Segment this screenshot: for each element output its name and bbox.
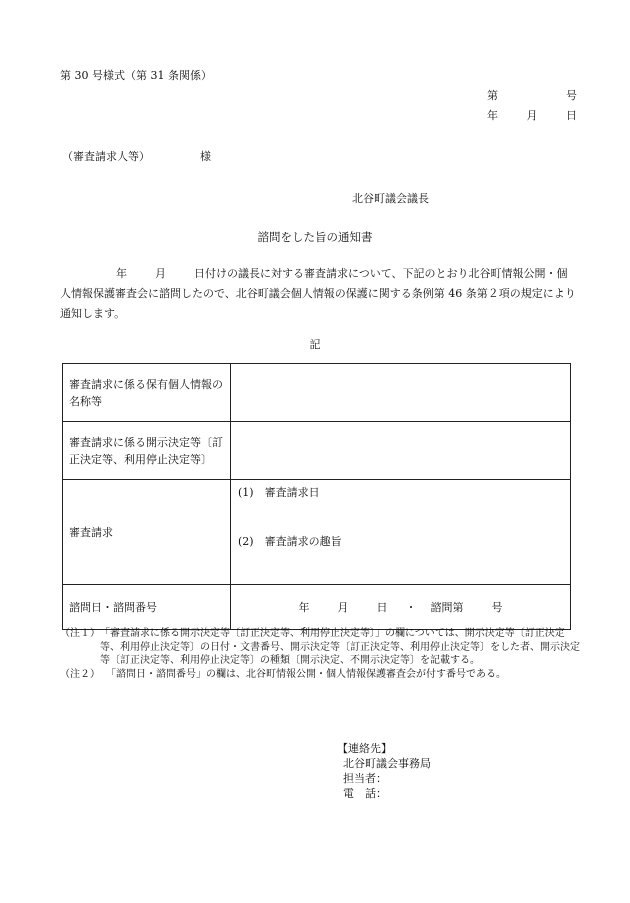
row-value-referral [231,585,571,630]
table-row [63,364,571,422]
note-2-label: （注２） [60,668,100,680]
ki-heading: 記 [309,338,321,351]
note-1-label: （注１） [60,628,100,639]
date-day: 日 [566,109,577,122]
referral-dot: ・ [405,600,417,614]
request-date-item: (1) 審査請求日 [238,486,320,499]
referral-day: 日 [376,600,388,614]
referral-month: 月 [337,600,349,614]
note-2-text: 「諮問日・諮問番号」の欄は、北谷町情報公開・個人情報保護審査会が付す番号である。 [106,668,506,680]
referral-number-suffix: 号 [491,600,503,614]
row-value-disclosure-decision [231,422,571,480]
date-month: 月 [526,109,538,122]
request-purpose-item: (2) 審査請求の趣旨 [238,535,342,548]
note-2 [60,668,580,682]
body-month: 月 [155,267,166,280]
document-title: 諮問をした旨の通知書 [257,230,373,244]
table-row [63,422,571,480]
number-prefix: 第 [487,89,498,102]
contact-office: 北谷町議会事務局 [343,757,431,770]
contact-block [337,741,431,801]
row-label-request: 審査請求 [63,480,231,585]
row-label-personal-info: 審査請求に係る保有個人情報の名称等 [63,364,231,422]
row-value-request [231,480,571,585]
row-value-personal-info [231,364,571,422]
referral-year: 年 [298,600,310,614]
document-date [487,107,577,123]
document-number [487,87,577,103]
contact-phone: 電 話： [343,787,387,800]
date-year: 年 [487,109,498,122]
notes [60,627,580,681]
honorific: 様 [200,150,211,163]
note-1 [60,627,580,668]
addressee-label: （審査請求人等） [62,150,150,163]
form-number: 第 30 号様式（第 31 条関係） [60,69,212,82]
number-suffix: 号 [566,89,577,102]
addressee [62,148,211,164]
details-table [62,363,571,630]
contact-person: 担当者： [343,772,387,785]
row-label-referral: 諮問日・諮問番号 [63,585,231,630]
body-year: 年 [116,267,127,280]
table-row [63,585,571,630]
table-row [63,480,571,585]
body-text: 日付けの議長に対する審査請求について、下記のとおり北谷町情報公開・個人情報保護審査会に諮問したので、北谷町議会個人情報の保護に関する条例第 46 条第２項の規定により通知します。 [60,267,576,320]
row-label-disclosure-decision: 審査請求に係る開示決定等〔訂正決定等、利用停止決定等〕 [63,422,231,480]
contact-heading: 【連絡先】 [337,742,392,755]
note-1-text: 「審査請求に係る開示決定等〔訂正決定等、利用停止決定等〕」の欄については、開示決定等〔訂正決定等、利用停止決定等〕の日付・文書番号、開示決定等〔訂正決定等、利用停止決定等〕をした者、開示決定等〔訂正決定等、利用停止決定等〕の種類〔開示決定、不開示決定等〕を記載する。 [100,628,580,666]
body-paragraph [60,264,576,324]
sender: 北谷町議会議長 [352,192,429,205]
referral-number-prefix: 諮問第 [430,600,464,614]
